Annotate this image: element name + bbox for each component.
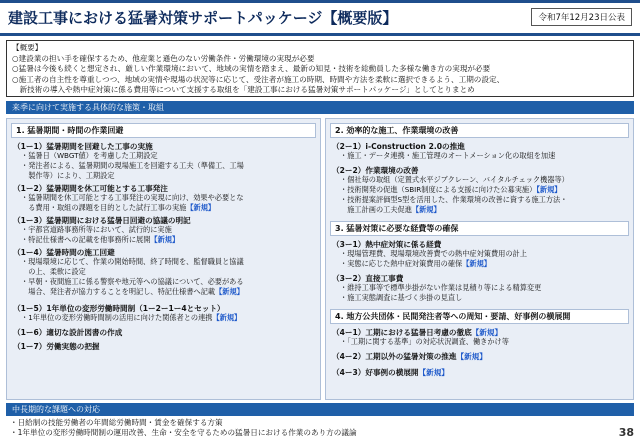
item-line-text: ・1年単位の変形労働時間制の活用に向けた関係者との連携 [21,313,213,322]
section-band-measures: 来季に向けて実施する具体的な施策・取組 [6,101,634,114]
item-line: ・個社毎の取組（定置式水平ジブクレーン、バイタルチェック機器等） [340,175,569,184]
item-title: （1ー2）猛暑期間を休工可能とする工事発注 [13,184,168,193]
new-badge: 【新規】 [215,287,244,296]
section-heading-2: 2. 効率的な施工、作業環境の改善 [330,123,629,138]
item-line: ・発注者による、猛暑期間の現場施工を回避する工夫（準備工、工場 [21,161,244,170]
item-line: ・現場管理費、現場環境改善費での熱中症対策費用の計上 [340,249,527,258]
new-badge: 【新規】 [536,185,562,194]
item-title: （3ー2）直接工事費 [332,274,404,283]
page-number: 38 [618,426,634,439]
item-title: （1ー4）猛暑時間の施工回避 [13,248,115,257]
section-heading-4: 4. 地方公共団体・民間発注者等への周知・要請、好事例の横展開 [330,309,629,324]
section-heading-3: 3. 猛暑対策に必要な経費等の確保 [330,221,629,236]
overview-box [6,40,634,97]
item-line [340,259,491,269]
item-line [21,203,215,213]
item-title: （1ー7）労働実態の把握 [13,342,100,351]
item-title-text: （4ー3）好事例の横展開 [332,368,419,377]
new-badge: 【新規】 [456,352,487,361]
item-line-text: ・実態に応じた熱中症対策費用の確保 [340,259,463,268]
item-title: （1ー6）適切な設計図書の作成 [13,328,123,337]
new-badge: 【新規】 [411,205,441,214]
item-line: ・猛暑期間を休工可能とする工事発注の実現に向け、効果や必要とな [21,193,244,202]
item-title-text: （4ー1）工期における猛暑日考慮の徹底 [332,328,472,337]
new-badge: 【新規】 [462,259,491,268]
item-line [21,287,244,297]
new-badge: 【新規】 [418,368,449,377]
item-title: （3ー1）熱中症対策に係る経費 [332,240,442,249]
item-line-text: ・技術開発の促進（SBIR制度による支援に向けた公募実施） [340,185,537,194]
item-line-text: ・特記仕様書への記載を他事務所に展開 [21,235,151,244]
item-line: ・宇都宮道路事務所等において、試行的に実施 [21,225,172,234]
overview-line: ○施工者の自主性を尊重しつつ、地域の実情や現場の状況等に応じて、受注者が施工の時期、時間や方法を柔軟に選択できるよう、工期の設定、 [12,74,505,84]
item-title [332,367,449,378]
item-line-text: 施工計画の工夫促進 [340,205,412,214]
item-line: ・技術提案評価型S型を活用した、作業環境の改善に資する施工方法・ [340,195,568,204]
item-title [332,351,487,362]
longterm-item: ・日給制の技能労働者の年間総労働時間・賃金を確保する方策 [10,418,223,427]
item-title: （1ー1）猛暑期間を回避した工事の実施 [13,142,153,151]
item-line: ・施工実態調査に基づく歩掛の見直し [340,293,463,302]
new-badge: 【新規】 [212,313,242,322]
item-title: （2ー2）作業環境の改善 [332,166,419,175]
item-title: （2ー1）i-Construction 2.0の推進 [332,142,465,151]
new-badge: 【新規】 [471,328,503,337]
section-heading-1: 1. 猛暑期間・時間の作業回避 [11,123,316,138]
overview-line: ○建設業の担い手を確保するため、他産業と遜色のない労働条件・労働環境の実現が必要 [12,53,315,63]
item-line [21,235,179,245]
right-panel [325,118,634,400]
item-line: の上、柔軟に設定 [21,267,86,276]
left-panel [6,118,321,400]
item-line [21,313,241,323]
item-line: ・「工期に関する基準」の対応状況調査、働きかけ等 [340,337,509,346]
overview-heading: 【概要】 [12,43,43,52]
title-bar [0,0,640,36]
item-line: ・猛暑日（WBGT値）を考慮した工期設定 [21,151,158,160]
item-line: ・現場環境に応じて、作業の開始時間、終了時間を、監督職員と協議 [21,257,244,266]
item-title: （1ー3）猛暑期間における猛暑日回避の協議の明記 [13,216,191,225]
item-title-text: （4ー2）工期以外の猛暑対策の推進 [332,352,457,361]
item-line: ・維持工事等で標準歩掛がない作業は見積り等による精算変更 [340,283,542,292]
item-line-text: 場合、発注者が協力することを明記し、特記仕様書へ記載 [21,287,216,296]
item-line [340,185,561,195]
publication-date: 令和7年12月23日公表 [531,8,632,26]
new-badge: 【新規】 [186,203,216,212]
longterm-item: ・1年単位の変形労働時間制の運用改善、生命・安全を守るための猛暑日における作業のあり方の議論 [10,428,357,437]
overview-line: 新技術の導入や熱中症対策に係る費用等について支援する取組を「建設工事における猛暑対策サポートパッケージ」としてとりまとめ [12,85,475,94]
item-line: 製作等）により、工期設定 [21,171,115,180]
item-line: ・施工・データ連携・施工管理のオートメーション化の取組を加速 [340,151,556,160]
overview-line: ○猛暑は今後も続くと想定され、厳しい作業環境において、地域の実情を踏まえ、最新の知見・技術を総動員した多様な働き方の実現が必要 [12,64,491,73]
page-title: 建設工事における猛暑対策サポートパッケージ【概要版】 [8,9,398,27]
section-band-longterm: 中長期的な課題への対応 [6,403,634,416]
item-title: （1ー5）1年単位の変形労働時間制（1ー2ー1ー4とセット） [13,304,225,313]
item-line [340,205,441,215]
item-line: ・早朝・夜間施工に係る警察や地元等への協議について、必要がある [21,277,244,286]
item-line-text: る費用・取組の課題を目的とした試行工事の実施 [21,203,187,212]
new-badge: 【新規】 [150,235,180,244]
title-accent-line [0,0,640,3]
longterm-list [10,418,357,438]
